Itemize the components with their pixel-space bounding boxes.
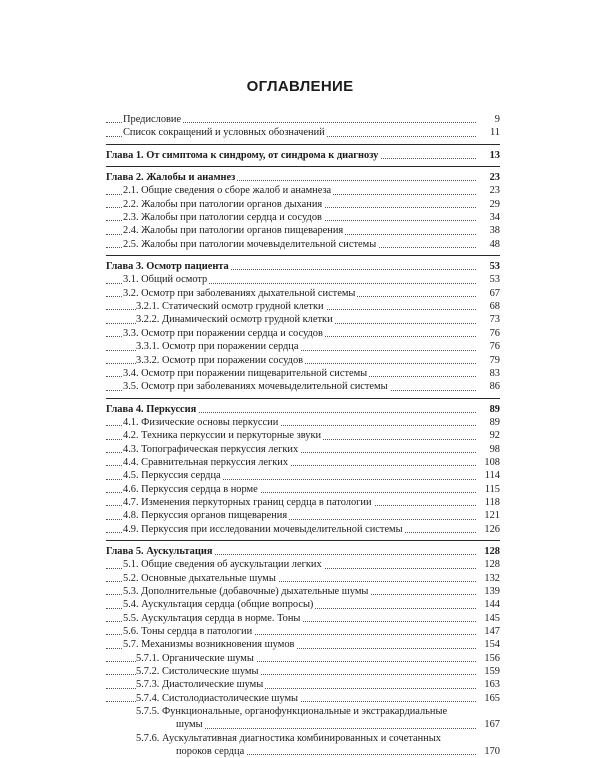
toc-entry-text: 5.7.1. Органические шумы [136, 652, 254, 664]
toc-entry-page: 86 [489, 381, 500, 393]
toc-subentry[interactable] [106, 692, 500, 705]
toc-entry-text: 3.2. Осмотр при заболеваниях дыхательной системы [123, 287, 356, 299]
toc-entry-page: 128 [484, 545, 500, 557]
toc-entry-page: 139 [484, 586, 500, 597]
toc-entry-page: 79 [489, 354, 500, 366]
toc-entry-page: 147 [484, 626, 500, 638]
toc-entry-text: Предисловие [123, 114, 182, 125]
toc-entry[interactable] [106, 572, 500, 585]
toc-entry[interactable] [106, 224, 500, 237]
toc-entry-page: 170 [484, 746, 500, 758]
toc-entry-page: 121 [484, 510, 500, 522]
toc-entry-page: 108 [484, 456, 500, 468]
toc-entry-text: 5.7.2. Систолические шумы [136, 666, 259, 678]
toc-entry[interactable] [106, 273, 500, 286]
toc-entry[interactable] [106, 585, 500, 598]
toc-entry-text: 3.3.2. Осмотр при поражении сосудов [136, 354, 304, 366]
toc-entry-text: 5.7.3. Диастолические шумы [136, 679, 264, 691]
toc-entry-page: 53 [489, 261, 500, 273]
toc-entry-text: 4.2. Техника перкуссии и перкуторные звуки [123, 430, 322, 442]
toc-entry-page: 132 [484, 572, 500, 584]
toc-entry-text: 2.4. Жалобы при патологии органов пищеварения [123, 225, 344, 237]
toc-entry-page: 11 [489, 127, 500, 139]
toc-entry[interactable] [106, 327, 500, 340]
toc-chapter-5[interactable] [106, 545, 500, 558]
toc-entry-text: 4.3. Топографическая перкуссия легких [123, 443, 299, 455]
toc-entry-page: 159 [484, 666, 500, 678]
toc-entry-abbreviations[interactable] [106, 126, 500, 139]
section-divider [106, 398, 500, 399]
toc-entry[interactable] [106, 509, 500, 522]
section-divider [106, 166, 500, 167]
toc-entry-page: 89 [489, 416, 500, 428]
toc-entry-page: 67 [489, 287, 500, 299]
toc-entry-page: 114 [484, 470, 500, 482]
table-of-contents [106, 113, 500, 758]
toc-entry-text: 3.5. Осмотр при заболеваниях мочевыделительной системы [123, 381, 388, 393]
toc-entry-page: 98 [489, 443, 500, 455]
toc-entry[interactable] [106, 638, 500, 651]
toc-entry-text: 5.7.4. Систолодиастолические шумы [136, 692, 299, 704]
toc-entry-page: 163 [484, 679, 500, 691]
toc-entry-page: 38 [489, 225, 500, 237]
toc-entry-page: 34 [489, 212, 500, 224]
toc-chapter-text: Глава 4. Перкуссия [106, 403, 197, 415]
toc-entry-page: 83 [489, 367, 500, 379]
toc-entry-text: 5.5. Аускультация сердца в норме. Тоны [123, 612, 301, 624]
toc-entry-page: 167 [484, 719, 500, 731]
toc-entry-text: 3.2.2. Динамический осмотр грудной клетки [136, 314, 333, 326]
toc-chapter-text: Глава 2. Жалобы и анамнез [106, 172, 236, 184]
toc-entry-page: 154 [484, 639, 500, 651]
toc-entry[interactable] [106, 367, 500, 380]
toc-subentry-wrapped[interactable] [106, 705, 500, 732]
toc-entry-text: 2.1. Общие сведения о сборе жалоб и анамнеза [123, 185, 332, 197]
toc-entry-page: 73 [489, 314, 500, 326]
toc-entry-text: 4.1. Физические основы перкуссии [123, 416, 279, 428]
toc-subentry[interactable] [106, 300, 500, 313]
toc-entry-text: 5.7.6. Аускультативная диагностика комбинированных и сочетанных [136, 732, 441, 744]
toc-entry[interactable] [106, 211, 500, 224]
toc-entry-text: 5.7.5. Функциональные, органофункциональные и экстракардиальные [136, 706, 448, 718]
toc-entry-text: 2.5. Жалобы при патологии мочевыделительной системы [123, 238, 377, 250]
toc-entry-page: 118 [484, 496, 500, 508]
toc-entry[interactable] [106, 184, 500, 197]
toc-entry[interactable] [106, 443, 500, 456]
toc-chapter-4[interactable] [106, 403, 500, 416]
toc-entry[interactable] [106, 496, 500, 509]
toc-entry-preface[interactable] [106, 113, 500, 126]
toc-entry[interactable] [106, 469, 500, 482]
toc-entry-text: 4.4. Сравнительная перкуссия легких [123, 456, 289, 468]
toc-entry[interactable] [106, 558, 500, 571]
toc-entry-page: 23 [489, 185, 500, 197]
toc-chapter-2[interactable] [106, 171, 500, 184]
section-divider [106, 255, 500, 256]
toc-entry-page: 76 [489, 341, 500, 353]
toc-entry-text: 2.2. Жалобы при патологии органов дыхания [123, 198, 323, 210]
toc-subentry[interactable] [106, 652, 500, 665]
toc-subentry[interactable] [106, 354, 500, 367]
toc-entry-text: 4.6. Перкуссия сердца в норме [123, 483, 258, 495]
toc-entry[interactable] [106, 483, 500, 496]
toc-entry[interactable] [106, 625, 500, 638]
toc-subentry-wrapped[interactable] [106, 732, 500, 758]
toc-entry-text: 3.4. Осмотр при поражении пищеварительной системы [123, 367, 368, 379]
section-divider [106, 144, 500, 145]
page-title: ОГЛАВЛЕНИЕ [246, 78, 354, 95]
toc-entry-page: 68 [489, 301, 500, 313]
toc-entry-page: 9 [494, 114, 500, 125]
toc-entry-page: 48 [489, 238, 500, 250]
toc-entry[interactable] [106, 523, 500, 536]
toc-chapter-text: Глава 1. От симптома к синдрому, от синдрома к диагнозу [106, 149, 379, 161]
toc-entry[interactable] [106, 456, 500, 469]
toc-entry[interactable] [106, 287, 500, 300]
toc-entry-text-continued: пороков сердца [176, 746, 245, 758]
toc-entry[interactable] [106, 429, 500, 442]
toc-entry-page: 165 [484, 692, 500, 704]
toc-entry[interactable] [106, 598, 500, 611]
toc-entry-page: 92 [489, 430, 500, 442]
toc-entry-text: 4.9. Перкуссия при исследовании мочевыделительной системы [123, 523, 403, 535]
toc-entry-page: 76 [489, 327, 500, 339]
toc-chapter-text: Глава 3. Осмотр пациента [106, 261, 229, 273]
toc-chapter-text: Глава 5. Аускультация [106, 545, 213, 557]
toc-entry-page: 89 [489, 403, 500, 415]
toc-subentry[interactable] [106, 313, 500, 326]
toc-entry-page: 53 [489, 274, 500, 286]
toc-entry-text: Список сокращений и условных обозначений [123, 127, 325, 139]
toc-entry[interactable] [106, 416, 500, 429]
toc-entry-text: 3.2.1. Статический осмотр грудной клетки [136, 301, 324, 313]
toc-entry-text: 4.7. Изменения перкуторных границ сердца в патологии [123, 496, 372, 508]
toc-chapter-1[interactable] [106, 149, 500, 162]
toc-entry-text: 2.3. Жалобы при патологии сердца и сосудов [123, 212, 322, 224]
toc-entry-text: 5.6. Тоны сердца в патологии [123, 626, 253, 638]
toc-entry-page: 29 [489, 198, 500, 210]
toc-chapter-3[interactable] [106, 260, 500, 273]
toc-subentry[interactable] [106, 665, 500, 678]
toc-entry-page: 23 [489, 172, 500, 184]
toc-entry-text: 5.2. Основные дыхательные шумы [123, 572, 276, 584]
toc-entry-page: 144 [484, 599, 500, 611]
toc-entry-text: 3.3. Осмотр при поражении сердца и сосудов [123, 327, 323, 339]
toc-entry[interactable] [106, 198, 500, 211]
toc-entry-text: 3.1. Общий осмотр [123, 274, 208, 286]
toc-entry[interactable] [106, 380, 500, 393]
toc-entry-page: 115 [484, 483, 500, 495]
toc-entry-page: 126 [484, 523, 500, 535]
toc-entry[interactable] [106, 612, 500, 625]
toc-entry-text: 5.1. Общие сведения об аускультации легких [123, 559, 322, 571]
toc-entry-text: 5.4. Аускультация сердца (общие вопросы) [123, 599, 314, 611]
toc-entry-page: 145 [484, 612, 500, 624]
toc-entry-page: 128 [484, 559, 500, 571]
toc-subentry[interactable] [106, 678, 500, 691]
toc-entry[interactable] [106, 238, 500, 251]
toc-entry-text: 4.8. Перкуссия органов пищеварения [123, 510, 288, 522]
toc-entry-text: 5.3. Дополнительные (добавочные) дыхательные шумы [123, 586, 369, 597]
toc-entry-text-continued: шумы [176, 719, 203, 731]
toc-entry-text: 3.3.1. Осмотр при поражении сердца [136, 341, 299, 353]
toc-entry-page: 156 [484, 652, 500, 664]
toc-entry-text: 4.5. Перкуссия сердца [123, 470, 221, 482]
section-divider [106, 540, 500, 541]
toc-entry-text: 5.7. Механизмы возникновения шумов [123, 639, 295, 651]
toc-subentry[interactable] [106, 340, 500, 353]
toc-entry-page: 13 [489, 149, 500, 161]
